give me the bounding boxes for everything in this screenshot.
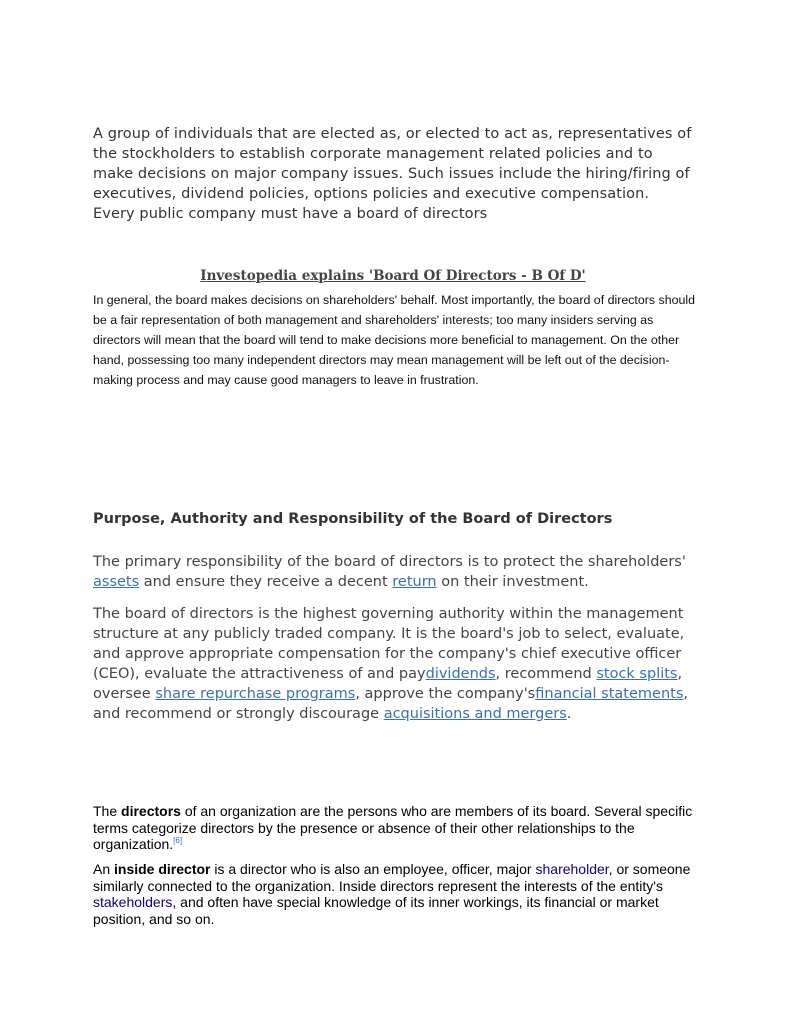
text-span: of an organization are the persons who are members of its board. Several specific terms categorize directors by the presence or absence of their other relationships to the organization. xyxy=(93,803,693,852)
shareholder-link[interactable]: shareholder xyxy=(535,861,609,877)
investopedia-paragraph: In general, the board makes decisions on shareholders' behalf. Most importantly, the board of directors should be a fair representation of both management and shareholders' interests; too many insiders serving as directors will mean that the board will tend to make decisions more beneficial to management. On the other hand, possessing too many independent directors may mean management will be left out of the decision-making process and may cause good managers to leave in frustration. xyxy=(93,293,696,387)
inside-director-paragraph xyxy=(93,861,698,927)
return-link[interactable]: return xyxy=(392,574,437,590)
directors-paragraph xyxy=(93,803,698,853)
text-span: , and often have special knowledge of its inner workings, its financial or market position, and so on. xyxy=(93,894,659,927)
definition-paragraph: A group of individuals that are elected as, or elected to act as, representatives of the stockholders to establish corporate management related policies and to make decisions on major company issues. Such issues include the hiring/firing of executives, dividend policies, options policies and executive compensation. Every public company must have a board of directors xyxy=(93,126,692,222)
investopedia-heading: Investopedia explains 'Board Of Directors - B Of D' xyxy=(200,268,586,284)
directors-term: directors xyxy=(121,803,181,819)
text-span: , and recommend or strongly discourage xyxy=(93,686,688,722)
text-span: is a director who is also an employee, officer, major xyxy=(210,861,536,877)
text-span: The primary responsibility of the board of directors is to protect the shareholders' xyxy=(93,554,686,570)
assets-link[interactable]: assets xyxy=(93,574,140,590)
dividends-link[interactable]: dividends xyxy=(425,666,496,682)
responsibility-paragraph xyxy=(93,552,693,592)
financial-statements-link[interactable]: financial statements xyxy=(535,686,684,702)
text-span: and ensure they receive a decent xyxy=(139,574,393,590)
text-span: An xyxy=(93,861,115,877)
purpose-heading: Purpose, Authority and Responsibility of the Board of Directors xyxy=(93,511,613,527)
stakeholders-link[interactable]: stakeholders xyxy=(93,894,173,910)
text-span: , or someone similarly connected to the organization. Inside directors represent the interests of the entity's xyxy=(93,861,691,894)
authority-paragraph xyxy=(93,604,693,724)
text-span: on their investment. xyxy=(436,574,589,590)
inside-director-term: inside director xyxy=(114,861,211,877)
stock-splits-link[interactable]: stock splits xyxy=(596,666,678,682)
text-span: The xyxy=(93,803,122,819)
text-span: , recommend xyxy=(495,666,597,682)
share-repurchase-link[interactable]: share repurchase programs xyxy=(155,686,356,702)
text-span: The board of directors is the highest governing authority within the management structure at any publicly traded company. It is the board's job to select, evaluate, and approve appropriate compensation for the company's chief executive officer (CEO), evaluate the attractiveness of and pay xyxy=(93,606,685,682)
citation-ref[interactable]: [6] xyxy=(173,836,183,845)
text-span: , approve the company's xyxy=(355,686,536,702)
text-span: . xyxy=(566,706,572,722)
acquisitions-mergers-link[interactable]: acquisitions and mergers xyxy=(383,706,567,722)
text-span: , oversee xyxy=(93,666,683,702)
